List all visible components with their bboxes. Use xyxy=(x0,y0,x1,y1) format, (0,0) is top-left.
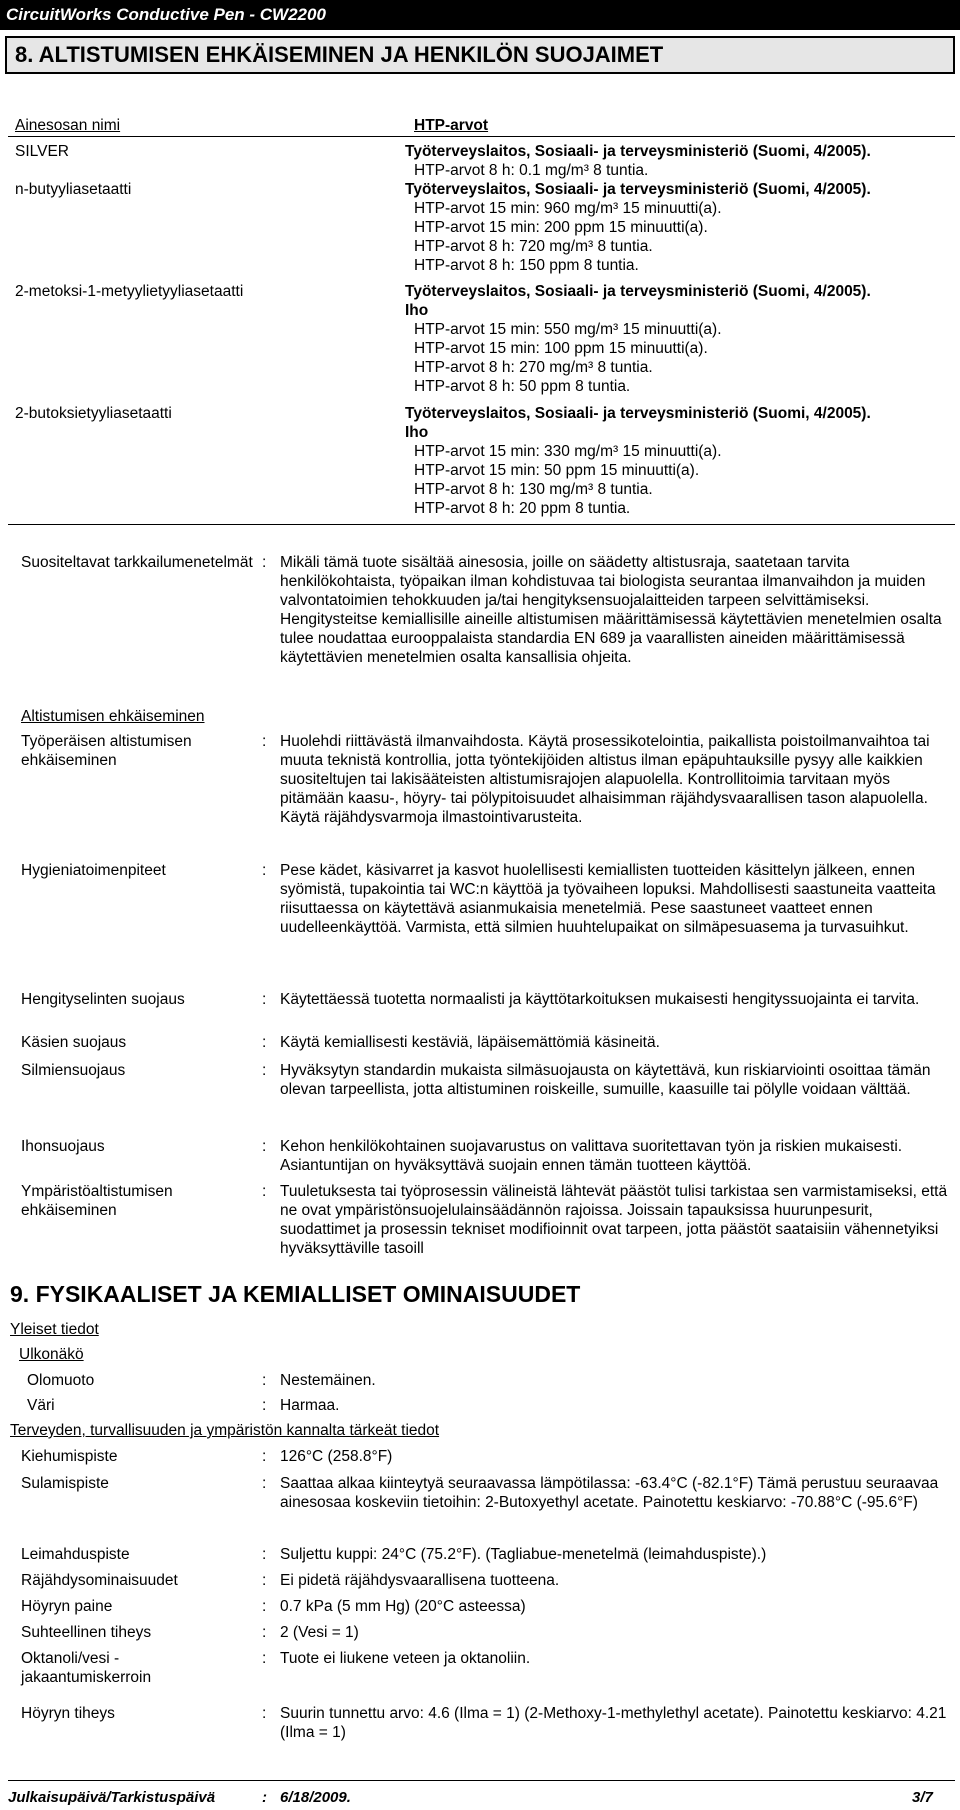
limits-header: HTP-arvot xyxy=(414,117,489,134)
prop-label: Räjähdysominaisuudet xyxy=(21,1572,178,1589)
component-name: n-butyyliasetaatti xyxy=(15,181,132,198)
colon: : xyxy=(262,1475,267,1492)
monitoring-text: Mikäli tämä tuote sisältää ainesosia, joille on säädetty altistusraja, saatetaan tarvita henkilökohtaista, työpaikan ilman kohdistuvaa tai biologista seurantaa ilmanvaihdon ja muiden valvontatoimien tehokkuuden ja/tai hengityksensuojalaitteiden tarpeen selvittämiseksi. Hengitysteitse kemiallisille aineille altistumisen määrittämisessä käytettävien menetelmien osalta tulee noudattaa eurooppalaista standardia EN 689 ja vaarallisten aineiden määrittämisessä käytettävien menetelmien osalta kansallisia ohjeita. xyxy=(280,554,942,666)
limit-line: HTP-arvot 8 h: 270 mg/m³ 8 tuntia. xyxy=(414,359,653,376)
environmental-text: Tuuletuksesta tai työprosessin välineistä lähtevät päästöt tulisi tarkistaa sen varmistamiseksi, että ne ovat ympäristönsuojelulainsäädännön rajoissa. Joissain tapauksissa huurunpesurit, suodattimet ja prosessin tekniset modifioinnit ovat tarpeen, jotta päästöt saataisiin vähennetyiksi hyväksyttäville tasoill xyxy=(280,1183,948,1257)
prop-label: Kiehumispiste xyxy=(21,1448,118,1465)
prop-value: 126°C (258.8°F) xyxy=(280,1448,393,1465)
colon: : xyxy=(262,1572,267,1589)
limit-source: Työterveyslaitos, Sosiaali- ja terveysministeriö (Suomi, 4/2005). xyxy=(405,181,871,198)
skin-notation: Iho xyxy=(405,424,429,441)
prop-value: Harmaa. xyxy=(280,1397,340,1414)
component-header: Ainesosan nimi xyxy=(15,117,121,134)
colon: : xyxy=(262,1598,267,1615)
skin-text: Kehon henkilökohtainen suojavarustus on valittava suoritettavan työn ja riskien mukaisesti. Asiantuntijan on hyväksyttävä suojain ennen tämän tuotteen käyttöä. xyxy=(280,1138,903,1174)
limit-source: Työterveyslaitos, Sosiaali- ja terveysministeriö (Suomi, 4/2005). xyxy=(405,405,871,422)
table-divider xyxy=(8,136,955,137)
limit-line: HTP-arvot 15 min: 50 ppm 15 minuutti(a). xyxy=(414,462,700,479)
limit-line: HTP-arvot 15 min: 100 ppm 15 minuutti(a). xyxy=(414,340,708,357)
colon: : xyxy=(262,1183,267,1200)
prop-value: Ei pidetä räjähdysvaarallisena tuotteena. xyxy=(280,1572,560,1589)
monitoring-label: Suositeltavat tarkkailumenetelmät xyxy=(21,554,253,571)
limit-line: HTP-arvot 15 min: 550 mg/m³ 15 minuutti(a). xyxy=(414,321,722,338)
limit-line: HTP-arvot 8 h: 130 mg/m³ 8 tuntia. xyxy=(414,481,653,498)
skin-label: Ihonsuojaus xyxy=(21,1138,105,1155)
hand-label: Käsien suojaus xyxy=(21,1034,127,1051)
prop-value: Saattaa alkaa kiinteytyä seuraavassa lämpötilassa: -63.4°C (-82.1°F) Tämä perustuu seuraavaa ainesosaa koskeviin tietoihin: 2-Butoxyethyl acetate. Painotettu keskiarvo: -70.88°C (-95.6°F) xyxy=(280,1475,939,1511)
colon: : xyxy=(262,1624,267,1641)
document-header: CircuitWorks Conductive Pen - CW2200 xyxy=(0,0,960,30)
limit-source: Työterveyslaitos, Sosiaali- ja terveysministeriö (Suomi, 4/2005). xyxy=(405,143,871,160)
colon: : xyxy=(262,733,267,750)
prop-value: Suljettu kuppi: 24°C (75.2°F). (Tagliabue-menetelmä (leimahduspiste).) xyxy=(280,1546,767,1563)
hygiene-text: Pese kädet, käsivarret ja kasvot huolellisesti kemiallisten tuotteiden käsittelyn jälkeen, ennen syömistä, tupakointia tai WC:n käyttöä ja työvaiheen lopuksi. Mahdollisesti saastuneita vaatteita riisuttaessa on käytettävä asianmukaisia menetelmiä. Pese saastuneet vaatteet ennen uudelleenkäyttöä. Varmista, että silmien huuhtelupaikat on silmäpesuasema ja turvasuihkut. xyxy=(280,862,936,936)
prop-label: Leimahduspiste xyxy=(21,1546,130,1563)
skin-notation: Iho xyxy=(405,302,429,319)
colon: : xyxy=(262,1397,267,1414)
exposure-heading: Altistumisen ehkäiseminen xyxy=(21,708,205,725)
colon: : xyxy=(262,1034,267,1051)
page-number: 3/7 xyxy=(912,1789,933,1806)
component-name: SILVER xyxy=(15,143,69,160)
general-heading: Yleiset tiedot xyxy=(10,1321,99,1338)
prop-value: 0.7 kPa (5 mm Hg) (20°C asteessa) xyxy=(280,1598,526,1615)
colon: : xyxy=(262,1138,267,1155)
colon: : xyxy=(262,1546,267,1563)
limit-line: HTP-arvot 8 h: 150 ppm 8 tuntia. xyxy=(414,257,639,274)
occupational-label: Työperäisen altistumisen ehkäiseminen xyxy=(21,733,192,769)
limit-line: HTP-arvot 8 h: 0.1 mg/m³ 8 tuntia. xyxy=(414,162,649,179)
prop-label: Suhteellinen tiheys xyxy=(21,1624,152,1641)
prop-label: Höyryn tiheys xyxy=(21,1705,115,1722)
colon: : xyxy=(262,991,267,1008)
limit-line: HTP-arvot 8 h: 50 ppm 8 tuntia. xyxy=(414,378,631,395)
prop-value: Nestemäinen. xyxy=(280,1372,376,1389)
safety-heading: Terveyden, turvallisuuden ja ympäristön kannalta tärkeät tiedot xyxy=(10,1422,440,1439)
table-divider xyxy=(8,524,955,525)
colon: : xyxy=(262,1372,267,1389)
prop-label: Väri xyxy=(27,1397,55,1414)
eye-text: Hyväksytyn standardin mukaista silmäsuojausta on käytettävä, kun riskiarviointi osoittaa tämän olevan tarpeellista, jotta altistuminen roiskeille, sumuille, kaasuille tai pölylle voidaan välttää. xyxy=(280,1062,931,1098)
section-8-title: 8. ALTISTUMISEN EHKÄISEMINEN JA HENKILÖN SUOJAIMET xyxy=(5,36,955,74)
prop-label: Oktanoli/vesi - jakaantumiskerroin xyxy=(21,1650,152,1686)
prop-label: Olomuoto xyxy=(27,1372,95,1389)
eye-label: Silmiensuojaus xyxy=(21,1062,126,1079)
footer-label: Julkaisupäivä/Tarkistuspäivä xyxy=(8,1789,216,1806)
colon: : xyxy=(262,862,267,879)
environmental-label: Ympäristöaltistumisen ehkäiseminen xyxy=(21,1183,173,1219)
colon: : xyxy=(262,1448,267,1465)
footer-date: 6/18/2009. xyxy=(280,1789,351,1806)
prop-value: 2 (Vesi = 1) xyxy=(280,1624,359,1641)
section-9-title: 9. FYSIKAALISET JA KEMIALLISET OMINAISUUDET xyxy=(10,1281,581,1307)
appearance-heading: Ulkonäkö xyxy=(19,1346,84,1363)
component-name: 2-butoksietyyliasetaatti xyxy=(15,405,172,422)
prop-value: Tuote ei liukene veteen ja oktanoliin. xyxy=(280,1650,531,1667)
component-name: 2-metoksi-1-metyylietyyliasetaatti xyxy=(15,283,244,300)
limit-line: HTP-arvot 15 min: 330 mg/m³ 15 minuutti(a). xyxy=(414,443,722,460)
limit-line: HTP-arvot 8 h: 720 mg/m³ 8 tuntia. xyxy=(414,238,653,255)
respiratory-text: Käytettäessä tuotetta normaalisti ja käyttötarkoituksen mukaisesti hengityssuojainta ei tarvita. xyxy=(280,991,920,1008)
prop-label: Höyryn paine xyxy=(21,1598,113,1615)
limit-line: HTP-arvot 15 min: 960 mg/m³ 15 minuutti(a). xyxy=(414,200,722,217)
hygiene-label: Hygieniatoimenpiteet xyxy=(21,862,166,879)
limit-source: Työterveyslaitos, Sosiaali- ja terveysministeriö (Suomi, 4/2005). xyxy=(405,283,871,300)
respiratory-label: Hengityselinten suojaus xyxy=(21,991,185,1008)
limit-line: HTP-arvot 15 min: 200 ppm 15 minuutti(a). xyxy=(414,219,708,236)
colon: : xyxy=(262,554,267,571)
prop-value: Suurin tunnettu arvo: 4.6 (Ilma = 1) (2-Methoxy-1-methylethyl acetate). Painotettu keskiarvo: 4.21 (Ilma = 1) xyxy=(280,1705,947,1741)
hand-text: Käytä kemiallisesti kestäviä, läpäisemättömiä käsineitä. xyxy=(280,1034,660,1051)
limit-line: HTP-arvot 8 h: 20 ppm 8 tuntia. xyxy=(414,500,631,517)
colon: : xyxy=(262,1705,267,1722)
colon: : xyxy=(262,1062,267,1079)
footer-divider xyxy=(8,1780,955,1781)
prop-label: Sulamispiste xyxy=(21,1475,109,1492)
colon: : xyxy=(262,1650,267,1667)
footer-colon: : xyxy=(262,1789,267,1806)
occupational-text: Huolehdi riittävästä ilmanvaihdosta. Käytä prosessikotelointia, paikallista poistoilmanvaihtoa tai muuta teknistä kontrollia, jotta työntekijöiden altistus ilman epäpuhtauksille pysyy alle kaikkien suositeltujen tai lakisääteisten altistumisrajojen alapuolella. Kontrollitoimia tarvitaan myös pitämään kaasu-, höyry- tai pölypitoisuudet alhaisimman räjähdysvaarallisen tason alapuolella. Käytä räjähdysvarmoja ilmastointivarusteita. xyxy=(280,733,930,826)
